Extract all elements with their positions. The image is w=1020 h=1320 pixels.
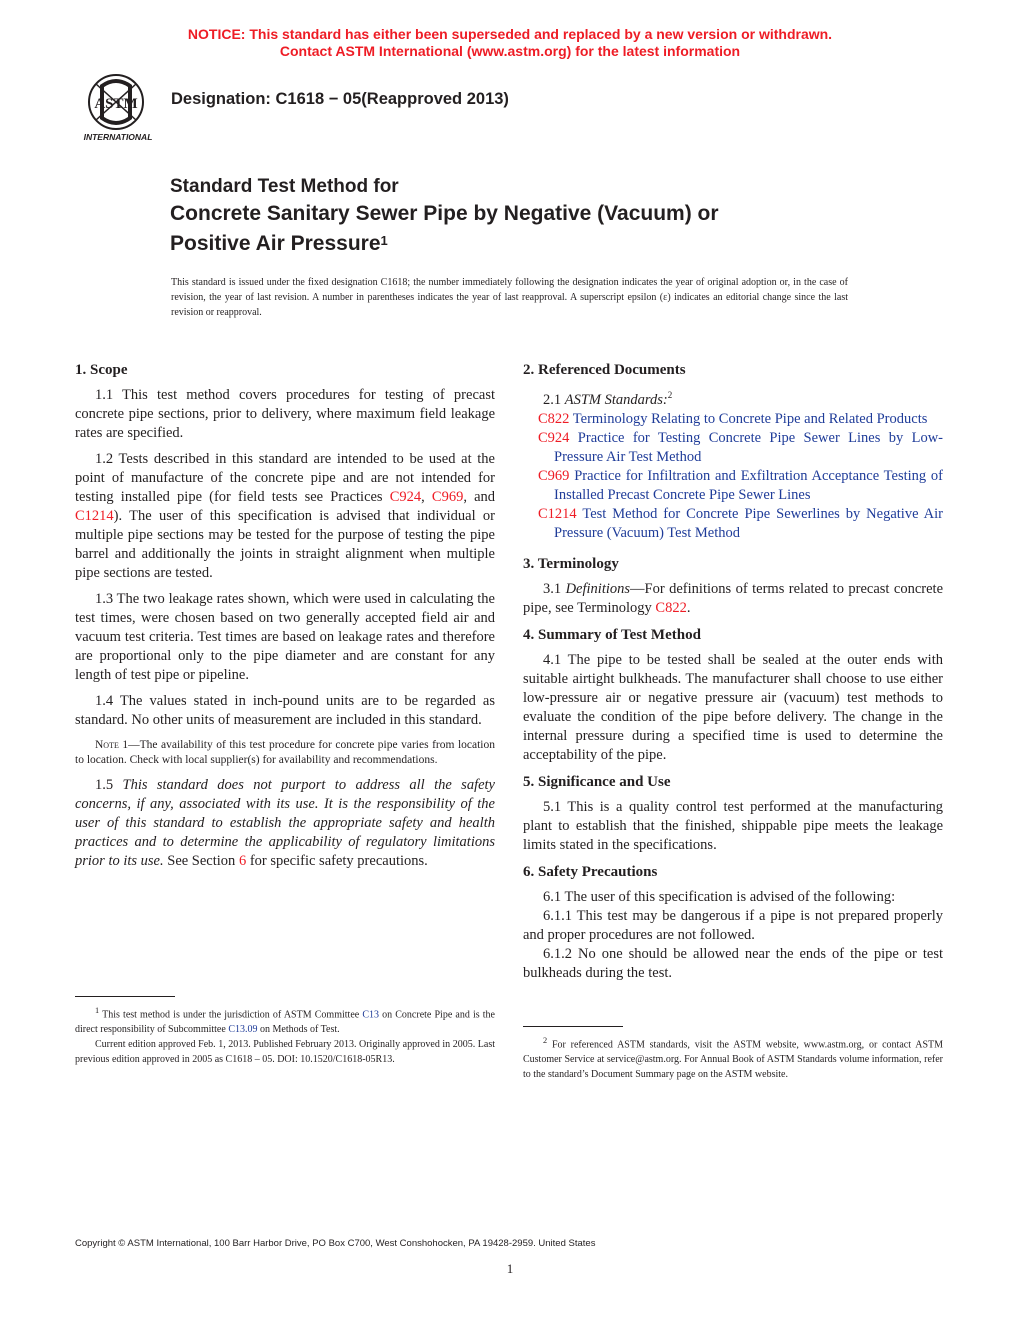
reference-title-link[interactable]: Test Method for Concrete Pipe Sewerlines by Negative Air Pressure (Vacuum) Test Method: [554, 505, 943, 541]
reference-code-link[interactable]: C1214: [538, 505, 577, 522]
svg-text:ASTM: ASTM: [94, 96, 138, 112]
references-2-1: 2.1 ASTM Standards:$^2$: [543, 390, 673, 408]
title-line-3: Positive Air Pressure: [170, 232, 381, 255]
section-heading-scope: 1. Scope: [75, 362, 128, 378]
reference-list: [523, 410, 943, 543]
footnote-divider: [523, 1026, 623, 1027]
footnote-divider: [75, 996, 175, 997]
summary-4-1: 4.1 The pipe to be tested shall be sealed at the outer ends with suitable airtight bulkheads. The manufacturer shall choose to use either low-pressure air or negative pressure air (vacuum) test methods to evaluate the condition of the pipe before delivery. The change in the internal pressure during a specified time is used to determine the acceptability of the pipe.: [523, 651, 943, 763]
link-section-6[interactable]: 6: [238, 853, 247, 869]
link-c13-09[interactable]: C13.09: [228, 1024, 258, 1036]
reference-item: [523, 410, 943, 429]
astm-logo: [74, 72, 164, 144]
reference-item: [523, 429, 943, 467]
svg-text:INTERNATIONAL: INTERNATIONAL: [83, 132, 153, 142]
section-heading-references: 2. Referenced Documents: [523, 362, 686, 378]
notice-line-1: NOTICE: This standard has either been superseded and replaced by a new version or withdrawn.: [187, 26, 833, 42]
footnotes-left: [75, 996, 495, 1067]
scope-1-3: 1.3 The two leakage rates shown, which were used in calculating the test times, were chosen based on two generally accepted field air and vacuum test criteria. Test times are based on leakage rates and therefore are proportional only to the pipe diameter and are constant for any length of test pipe or pipeline.: [75, 591, 495, 683]
reference-item: [523, 467, 943, 505]
scope-1-2: 1.2 Tests described in this standard are intended to be used at the point of manufacture of the concrete pipe and are not intended for testing installed pipe (for field tests see Practices C924, C969, and C1214). The user of this specification is advised that individual or multiple pipe sections may be tested for the purpose of testing the pipe barrel and additionally the joints in straight alignment when multiple pipe sections are tested.: [75, 451, 496, 581]
designation: Designation: C1618 − 05(Reapproved 2013): [171, 90, 509, 108]
scope-1-1: 1.1 This test method covers procedures for testing of precast concrete pipe sections, prior to delivery, where maximum field leakage rates are specified.: [75, 387, 495, 441]
document-title: [170, 175, 719, 259]
title-line-2: Concrete Sanitary Sewer Pipe by Negative (Vacuum) or: [170, 202, 719, 225]
section-heading-terminology: 3. Terminology: [523, 555, 619, 572]
footnotes-right: [523, 1026, 943, 1082]
safety-6-1: 6.1 The user of this specification is advised of the following:: [543, 888, 896, 905]
footnote-2: $^2$ For referenced ASTM standards, visit the ASTM website, www.astm.org, or contact ASTM Customer Service at service@astm.org. For Annual Book of ASTM Standards volume information, refer to the standard’s Document Summary page on the ASTM website.: [523, 1036, 943, 1081]
issuance-statement: This standard is issued under the fixed designation C1618; the number immediately following the designation indicates the year of original adoption or, in the case of revision, the year of last revision. A number in parentheses indicates the year of last reapproval. A superscript epsilon (ε) indicates an editorial change since the last revision or reapproval.: [171, 277, 848, 318]
significance-5-1: 5.1 This is a quality control test performed at the manufacturing plant to establish that the finished, shippable pipe meets the leakage limits stated in the specifications.: [523, 798, 943, 853]
reference-title-link[interactable]: Practice for Infiltration and Exfiltration Acceptance Testing of Installed Precast Concrete Pipe Sewer Lines: [554, 467, 944, 503]
footnote-1-edition: Current edition approved Feb. 1, 2013. Published February 2013. Originally approved in 2005. Last previous edition approved in 2005 as C1618 – 05. DOI: 10.1520/C1618-05R13.: [75, 1039, 495, 1066]
section-heading-significance: 5. Significance and Use: [523, 773, 671, 790]
link-c1214[interactable]: C1214: [75, 508, 114, 524]
terminology-3-1: 3.1 Definitions—For definitions of terms related to precast concrete pipe, see Terminology C822.: [523, 580, 943, 616]
astm-logo-icon: [74, 72, 164, 144]
footnote-1: $^1$ This test method is under the jurisdiction of ASTM Committee C13 on Concrete Pipe and is the direct responsibility of Subcommittee C13.09 on Methods of Test.: [75, 1006, 495, 1036]
withdrawn-notice: [0, 26, 1020, 60]
link-c969[interactable]: C969: [431, 489, 464, 505]
link-c13[interactable]: C13: [362, 1009, 379, 1021]
link-c924[interactable]: C924: [389, 489, 422, 505]
title-footnote-mark: 1: [380, 233, 388, 248]
safety-6-1-1: 6.1.1 This test may be dangerous if a pipe is not prepared properly and proper procedures are not followed.: [523, 907, 943, 943]
left-column: [75, 360, 495, 878]
reference-code-link[interactable]: C969: [538, 467, 570, 484]
reference-code-link[interactable]: C924: [538, 429, 570, 446]
note-1: Note 1—The availability of this test procedure for concrete pipe varies from location to location. Check with local supplier(s) for availability and recommendations.: [75, 739, 495, 766]
reference-title-link[interactable]: Practice for Testing Concrete Pipe Sewer Lines by Low-Pressure Air Test Method: [554, 429, 944, 465]
section-heading-safety: 6. Safety Precautions: [523, 863, 658, 880]
reference-title-link[interactable]: Terminology Relating to Concrete Pipe and Related Products: [572, 410, 928, 427]
notice-line-2: Contact ASTM International (www.astm.org) for the latest information: [279, 43, 741, 59]
right-column: [523, 360, 943, 983]
safety-6-1-2: 6.1.2 No one should be allowed near the ends of the pipe or test bulkheads during the test.: [523, 945, 943, 981]
title-line-1: Standard Test Method for: [170, 176, 399, 197]
link-c822[interactable]: C822: [655, 599, 687, 616]
section-heading-summary: 4. Summary of Test Method: [523, 626, 701, 643]
copyright-footer: Copyright © ASTM International, 100 Barr Harbor Drive, PO Box C700, West Conshohocken, PA 19428-2959. United States: [75, 1238, 596, 1249]
scope-1-4: 1.4 The values stated in inch-pound units are to be regarded as standard. No other units of measurement are included in this standard.: [75, 693, 495, 728]
reference-code-link[interactable]: C822: [538, 410, 570, 427]
scope-1-5: 1.5 This standard does not purport to address all the safety concerns, if any, associated with its use. It is the responsibility of the user of this standard to establish the appropriate safety and health practices and to determine the applicability of regulatory limitations prior to its use. See Section 6 for specific safety precautions.: [75, 777, 495, 869]
reference-item: [523, 505, 943, 543]
page-number: 1: [506, 1261, 514, 1276]
